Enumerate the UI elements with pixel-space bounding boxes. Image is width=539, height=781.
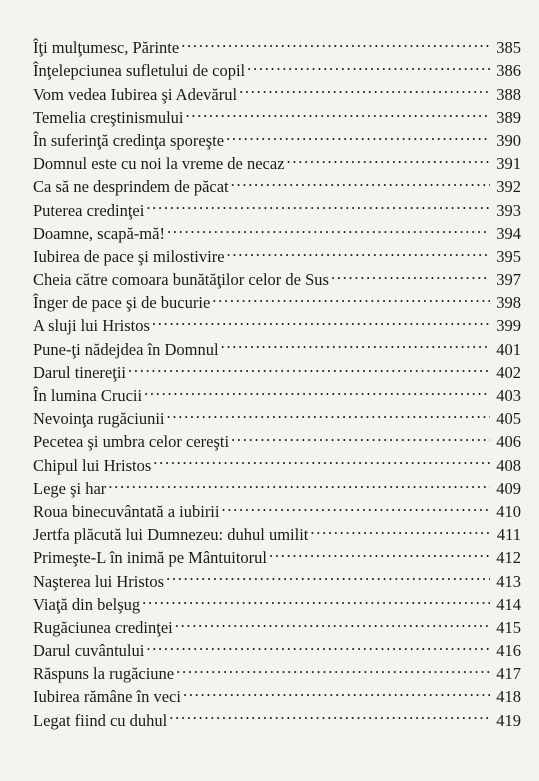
dot-leader [146, 633, 490, 656]
toc-entry-title: În suferinţă credinţa sporeşte [33, 130, 225, 150]
toc-entry-page-number: 385 [496, 38, 521, 58]
toc-entry-page-number: 401 [496, 339, 521, 359]
dot-leader [221, 331, 490, 354]
toc-entry-title: Înţelepciunea sufletului de copil [33, 61, 246, 81]
toc-entry-page-number: 419 [496, 710, 521, 730]
dot-leader [183, 679, 490, 702]
toc-entry [33, 30, 521, 58]
toc-entry-page-number: 402 [496, 362, 521, 382]
toc-entry-title: Lege şi har [33, 478, 107, 498]
toc-entry-page-number: 395 [496, 246, 521, 266]
dot-leader [231, 169, 490, 192]
dot-leader [108, 471, 490, 494]
toc-entry-page-number: 397 [496, 270, 521, 290]
toc-entry-title: Domnul este cu noi la vreme de necaz [33, 154, 285, 174]
toc-entry-title: Ca să ne desprindem de păcat [33, 177, 229, 197]
toc-entry-page-number: 391 [496, 154, 521, 174]
toc-entry-title: Viaţă din belşug [33, 594, 141, 614]
toc-entry-page-number: 415 [496, 617, 521, 637]
toc-entry-page-number: 416 [496, 641, 521, 661]
toc-entry-page-number: 412 [496, 548, 521, 568]
toc-entry-title: Doamne, scapă-mă! [33, 223, 165, 243]
toc-entry-page-number: 393 [496, 200, 521, 220]
dot-leader [227, 239, 490, 262]
dot-leader [226, 123, 490, 146]
toc-entry-title: Înger de pace şi de bucurie [33, 293, 211, 313]
toc-entry-title: Chipul lui Hristos [33, 455, 152, 475]
table-of-contents [33, 30, 521, 730]
toc-entry-title: Naşterea lui Hristos [33, 571, 165, 591]
toc-entry-page-number: 417 [496, 664, 521, 684]
toc-entry-title: Răspuns la rugăciune [33, 664, 175, 684]
toc-entry-page-number: 413 [496, 571, 521, 591]
toc-entry-title: Iubirea de pace şi milostivire [33, 246, 225, 266]
toc-entry-page-number: 390 [496, 130, 521, 150]
dot-leader [146, 192, 490, 215]
toc-entry-page-number: 409 [496, 478, 521, 498]
dot-leader [287, 146, 490, 169]
toc-entry-page-number: 398 [496, 293, 521, 313]
toc-entry-title: Puterea credinţei [33, 200, 145, 220]
toc-entry-title: Darul cuvântului [33, 641, 145, 661]
toc-entry-page-number: 410 [496, 501, 521, 521]
toc-entry-page-number: 392 [496, 177, 521, 197]
toc-entry-title: Temelia creştinismului [33, 107, 184, 127]
dot-leader [269, 540, 490, 563]
toc-entry-page-number: 414 [496, 594, 521, 614]
dot-leader [239, 76, 490, 99]
dot-leader [153, 447, 490, 470]
dot-leader [142, 587, 490, 610]
toc-entry-title: Darul tinereţii [33, 362, 127, 382]
dot-leader [128, 355, 490, 378]
toc-entry-page-number: 399 [496, 316, 521, 336]
toc-entry-title: Vom vedea Iubirea şi Adevărul [33, 84, 238, 104]
dot-leader [176, 656, 490, 679]
toc-entry-title: Nevoinţa rugăciunii [33, 409, 165, 429]
dot-leader [152, 308, 490, 331]
dot-leader [144, 378, 490, 401]
dot-leader [310, 517, 490, 540]
dot-leader [212, 285, 490, 308]
dot-leader [221, 494, 490, 517]
toc-entry-page-number: 386 [496, 61, 521, 81]
toc-entry-page-number: 406 [496, 432, 521, 452]
dot-leader [186, 100, 490, 123]
toc-entry-title: Primeşte-L în inimă pe Mântuitorul [33, 548, 268, 568]
toc-entry-title: Iubirea rămâne în veci [33, 687, 181, 707]
toc-entry-title: În lumina Crucii [33, 386, 143, 405]
toc-entry-page-number: 394 [496, 223, 521, 243]
toc-entry-page-number: 418 [496, 687, 521, 707]
toc-entry-page-number: 408 [496, 455, 521, 475]
dot-leader [331, 262, 490, 285]
toc-entry-title: Roua binecuvântată a iubirii [33, 501, 220, 521]
toc-entry-title: Pecetea şi umbra celor cereşti [33, 432, 230, 452]
toc-entry-title: Rugăciunea credinţei [33, 617, 173, 637]
toc-entry-title: Îţi mulţumesc, Părinte [33, 38, 180, 58]
toc-entry-title: Legat fiind cu duhul [33, 710, 168, 730]
dot-leader [181, 30, 490, 53]
toc-entry-page-number: 405 [496, 409, 521, 429]
toc-entry-title: Cheia către comoara bunătăţilor celor de Sus [33, 270, 329, 290]
toc-entry-page-number: 388 [496, 84, 521, 104]
toc-entry-title: A sluji lui Hristos [33, 316, 150, 336]
toc-entry-page-number: 411 [496, 525, 521, 545]
dot-leader [166, 563, 490, 586]
toc-entry-page-number: 389 [496, 107, 521, 127]
dot-leader [167, 401, 490, 424]
dot-leader [247, 53, 490, 76]
dot-leader [167, 216, 490, 239]
toc-entry-title: Jertfa plăcută lui Dumnezeu: duhul umilit [33, 525, 309, 545]
toc-entry-title: Pune-ţi nădejdea în Domnul [33, 339, 219, 359]
dot-leader [231, 424, 490, 447]
dot-leader [169, 702, 490, 725]
dot-leader [175, 610, 490, 633]
toc-entry-page-number: 403 [496, 386, 521, 405]
